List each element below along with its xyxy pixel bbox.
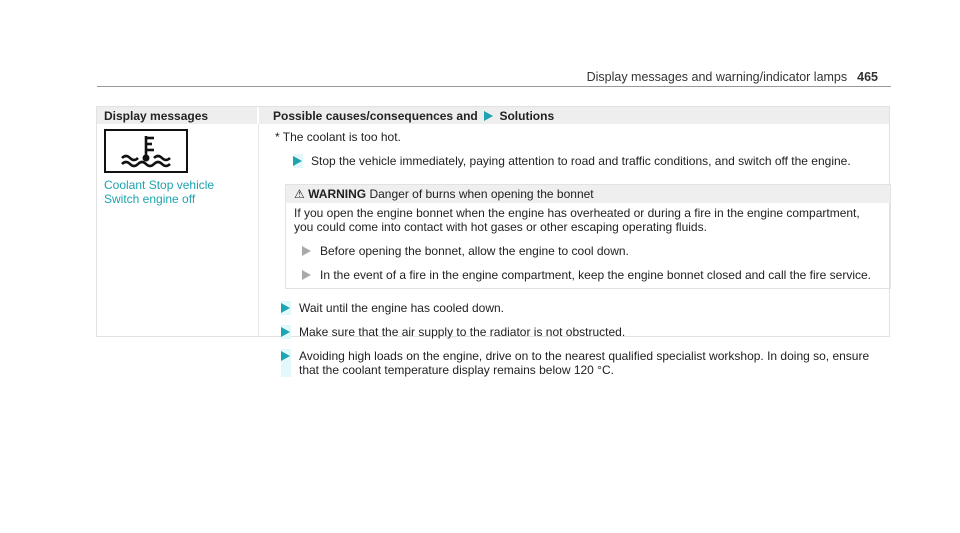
header-rule (97, 86, 891, 87)
section-title: Display messages and warning/indicator lamps (586, 70, 848, 84)
step-text: Wait until the engine has cooled down. (299, 301, 505, 315)
col-header-prefix: Possible causes/consequences and (273, 109, 478, 123)
arrow-icon (281, 349, 291, 377)
arrow-icon (281, 325, 291, 339)
warning-triangle-icon: ⚠ (294, 187, 305, 201)
warning-title: Danger of burns when opening the bonnet (369, 187, 594, 201)
message-line: Switch engine off (104, 192, 196, 206)
table-header (97, 107, 889, 124)
solution-step (273, 301, 883, 315)
solution-step (273, 349, 883, 377)
warning-label: WARNING (308, 187, 367, 201)
running-header (587, 70, 878, 84)
col-header-display-messages: Display messages (104, 109, 209, 123)
arrow-icon (302, 244, 312, 256)
step-text: Make sure that the air supply to the radiator is not obstructed. (299, 325, 626, 339)
message-line: Coolant Stop vehicle (104, 178, 215, 192)
display-message (104, 178, 214, 206)
solution-step (273, 325, 883, 339)
step-text: Avoiding high loads on the engine, drive on to the nearest qualified specialist workshop. In doing so, ensure that the coolant temperature display remains below 120 °C. (299, 349, 870, 377)
solution-step (285, 154, 883, 168)
warning-body: If you open the engine bonnet when the engine has overheated or during a fire in the engine compartment, you could come into contact with hot gases or other escaping operating fluids. (294, 206, 860, 234)
warning-box (285, 184, 891, 289)
display-messages-table (96, 106, 890, 377)
column-line (258, 124, 259, 336)
warning-header (286, 185, 890, 203)
warning-step (294, 244, 882, 258)
step-text: Stop the vehicle immediately, paying attention to road and traffic conditions, and switch off the engine. (311, 154, 851, 168)
arrow-icon (281, 301, 291, 315)
warning-step (294, 268, 882, 282)
col-header-solutions (273, 109, 554, 123)
arrow-icon (484, 111, 493, 121)
arrow-icon (302, 268, 312, 280)
solutions-cell (273, 130, 883, 377)
arrow-icon (293, 154, 303, 168)
coolant-temperature-warning-icon (104, 129, 188, 173)
step-text: In the event of a fire in the engine compartment, keep the engine bonnet closed and call the fire service. (320, 268, 872, 282)
col-header-suffix: Solutions (499, 109, 555, 123)
page-number: 465 (857, 70, 878, 84)
cause-text: * The coolant is too hot. (275, 130, 401, 144)
step-text: Before opening the bonnet, allow the engine to cool down. (320, 244, 629, 258)
